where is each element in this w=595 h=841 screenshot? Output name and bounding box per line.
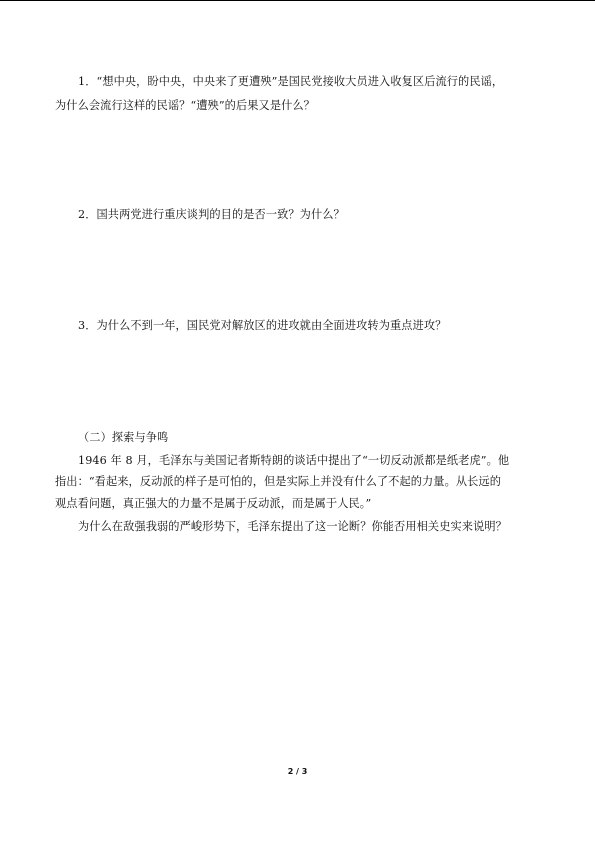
question-3-line-1: 3．为什么不到一年，国民党对解放区的进攻就由全面进攻转为重点进攻？ <box>78 319 447 332</box>
section-heading: （二）探索与争鸣 <box>78 431 169 444</box>
section-paragraph-line-2: 指出：“看起来，反动派的样子是可怕的，但是实际上并没有什么了不起的力量。从长远的 <box>55 475 502 488</box>
section-paragraph-line-1: 1946 年 8 月，毛泽东与美国记者斯特朗的谈话中提出了“一切反动派都是纸老虎”。他 <box>78 454 510 467</box>
section-paragraph-line-3: 观点看问题，真正强大的力量不是属于反动派，而是属于人民。” <box>55 497 372 510</box>
page-number: 2 / 3 <box>287 767 308 776</box>
question-1-line-1: 1．“想中央，盼中央，中央来了更遭殃”是国民党接收大员进入收复区后流行的民谣， <box>78 75 504 88</box>
question-2-line-1: 2．国共两党进行重庆谈判的目的是否一致？为什么？ <box>78 208 345 221</box>
question-1-line-2: 为什么会流行这样的民谣？“遭殃”的后果又是什么？ <box>55 99 315 112</box>
header-rule <box>0 0 595 1</box>
section-question: 为什么在敌强我弱的严峻形势下，毛泽东提出了这一论断？你能否用相关史实来说明？ <box>78 520 507 533</box>
